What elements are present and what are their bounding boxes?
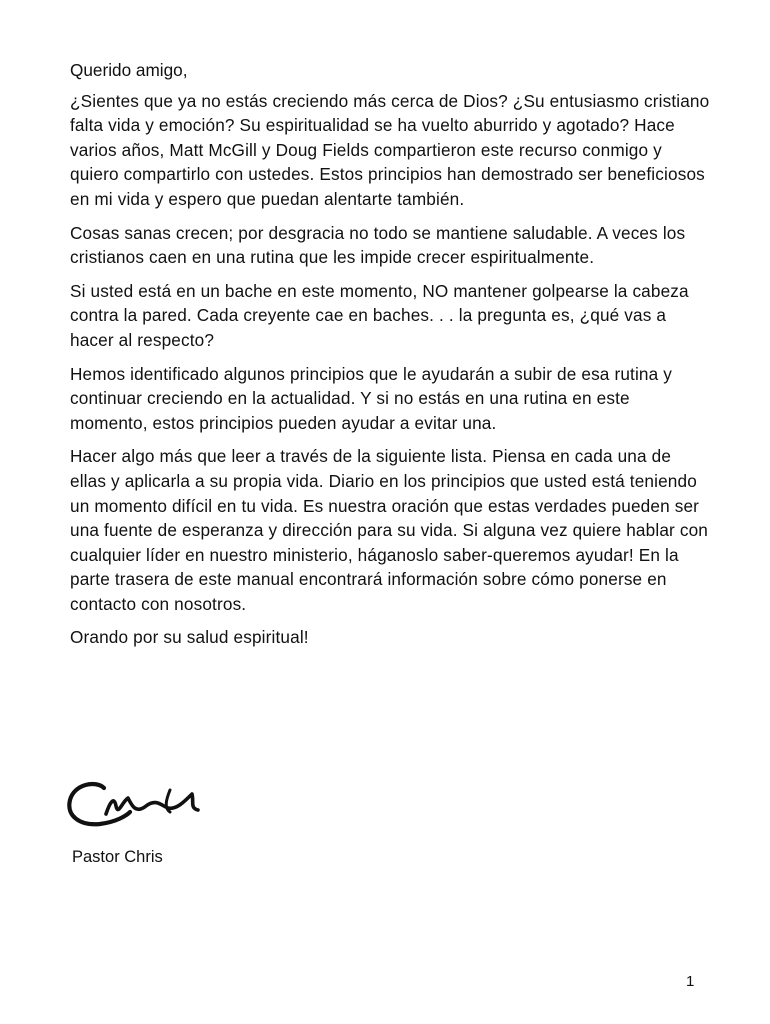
handwritten-signature — [66, 776, 206, 836]
page-number: 1 — [686, 973, 695, 990]
letter-body — [70, 58, 710, 659]
paragraph-closing: Orando por su salud espiritual! — [70, 627, 309, 648]
paragraph-rut: Si usted está en un bache en este momento, NO mantener golpearse la cabeza contra la pared. Cada creyente cae en baches. . . la pregunta es, ¿qué vas a hacer al respecto? — [70, 280, 689, 350]
paragraph-intro: ¿Sientes que ya no estás creciendo más cerca de Dios? ¿Su entusiasmo cristiano falta vida y emoción? Su espiritualidad se ha vuelto aburrido y agotado? Hace varios años, Matt McGill y Doug Fields compartieron este recurso conmigo y quiero compartirlo con ustedes. Estos principios han demostrado ser beneficiosos en mi vida y espero que puedan alentarte también. — [70, 90, 710, 209]
paragraph-healthy-growth: Cosas sanas crecen; por desgracia no todo se mantiene saludable. A veces los cristianos caen en una rutina que les impide crecer espiritualmente. — [70, 222, 686, 268]
signer-name: Pastor Chris — [72, 848, 163, 866]
paragraph-instructions: Hacer algo más que leer a través de la siguiente lista. Piensa en cada una de ellas y aplicarla a su propia vida. Diario en los principios que usted está teniendo un momento difícil en tu vida. Es nuestra oración que estas verdades pueden ser una fuente de esperanza y dirección para su vida. Si alguna vez quiere hablar con cualquier líder en nuestro ministerio, háganoslo saber-queremos ayudar! En la parte trasera de este manual encontrará información sobre cómo ponerse en contacto con nosotros. — [70, 446, 708, 614]
salutation: Querido amigo, — [70, 60, 188, 80]
paragraph-principles: Hemos identificado algunos principios que le ayudarán a subir de esa rutina y continuar creciendo en la actualidad. Y si no estás en una rutina en este momento, estos principios pueden ayudar a evitar una. — [70, 363, 673, 433]
